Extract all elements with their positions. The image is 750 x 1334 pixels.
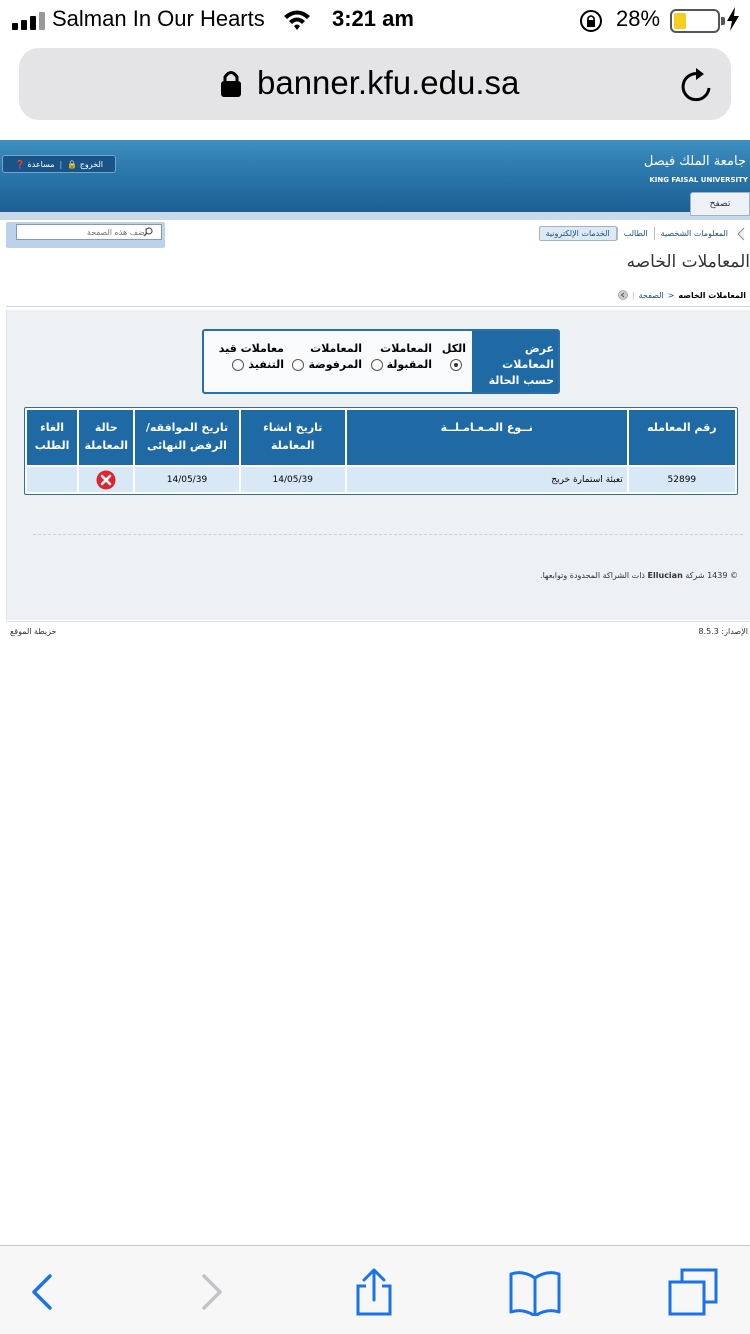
- forward-icon[interactable]: [186, 1268, 234, 1316]
- filter-option-accepted[interactable]: المعاملات المقبولة: [371, 341, 432, 373]
- table-header-row: [27, 410, 735, 465]
- breadcrumb-home[interactable]: الصفحة: [638, 290, 664, 300]
- site-header: [0, 140, 750, 212]
- help-icon: ❓: [14, 159, 25, 169]
- transactions-table: [24, 407, 738, 495]
- battery-percent: 28%: [616, 6, 661, 31]
- tab-personal-info[interactable]: المعلومات الشخصية: [654, 227, 734, 240]
- status-filter: [202, 329, 560, 394]
- col-header-created: تاريخ انشاء المعاملة: [241, 410, 345, 465]
- footer-divider: [6, 621, 750, 622]
- web-page: [0, 140, 750, 1245]
- filter-label: عرض المعاملات حسب الحالة: [472, 331, 558, 392]
- share-icon[interactable]: [350, 1268, 398, 1316]
- header-subbar: [0, 212, 750, 220]
- filter-option-all[interactable]: الكل: [442, 341, 466, 373]
- battery-icon: [670, 9, 720, 33]
- rejected-x-icon[interactable]: [96, 470, 116, 490]
- wifi-icon: [282, 8, 312, 32]
- exit-link[interactable]: 🔒 الخروج: [67, 159, 104, 169]
- main-tabs: [539, 226, 746, 241]
- bookmarks-icon[interactable]: [508, 1268, 562, 1316]
- radio-in-progress[interactable]: [232, 359, 244, 371]
- cell-type: تعبئة استمارة خريج: [347, 467, 627, 492]
- browser-toolbar: [0, 1245, 750, 1334]
- carrier-name: Salman In Our Hearts: [52, 6, 265, 31]
- sitemap-link[interactable]: خريطة الموقع: [10, 627, 57, 636]
- copyright: © 1439 شركة Ellucian ذات الشراكة المحدودة وتوابعها.: [540, 571, 738, 580]
- help-link[interactable]: ❓ مساعدة: [14, 159, 55, 169]
- browse-button[interactable]: تصفح: [690, 192, 750, 216]
- add-page-input[interactable]: [16, 224, 162, 240]
- col-header-cancel: الغاء الطلب: [27, 410, 77, 465]
- radio-accepted[interactable]: [371, 359, 383, 371]
- university-name-en: KING FAISAL UNIVERSITY: [649, 176, 748, 184]
- search-icon: [143, 227, 153, 237]
- breadcrumb-home-icon: [618, 290, 628, 300]
- page-title: المعاملات الخاصه: [626, 252, 750, 272]
- breadcrumb: | الصفحة > المعاملات الخاصه: [618, 290, 746, 300]
- reload-icon[interactable]: [679, 66, 715, 104]
- breadcrumb-separator: >: [667, 290, 675, 300]
- secure-lock-icon: [219, 68, 243, 98]
- col-header-status: حالة المعاملة: [79, 410, 133, 465]
- main-content: [6, 310, 750, 620]
- radio-rejected[interactable]: [292, 359, 304, 371]
- battery-fill: [674, 13, 686, 29]
- filter-option-in-progress[interactable]: معاملات قيد التنفيذ: [218, 342, 284, 371]
- cell-cancel: [27, 467, 77, 492]
- tabs-icon[interactable]: [668, 1268, 720, 1316]
- status-bar: [0, 0, 750, 42]
- clock: 3:21 am: [332, 6, 414, 31]
- university-name-ar: جامعة الملك فيصل: [643, 154, 746, 169]
- col-header-final-date: تاريخ الموافقه/ الرفض النهائى: [135, 410, 238, 465]
- tab-e-services[interactable]: الخدمات الإلكترونية: [539, 226, 617, 241]
- release-version: الإصدار: 8.5.3: [698, 627, 748, 636]
- col-header-type: نــوع المـعـامـلــة: [347, 410, 627, 465]
- charging-bolt-icon: [726, 6, 740, 32]
- col-header-number: رقم المعامله: [629, 410, 735, 465]
- cellular-signal-icon: [12, 12, 46, 30]
- back-icon[interactable]: [20, 1268, 68, 1316]
- filter-option-rejected[interactable]: المعاملات المرفوضة: [292, 341, 362, 373]
- table-row: [27, 467, 735, 492]
- cell-number: 52899: [629, 467, 735, 492]
- breadcrumb-current: المعاملات الخاصه: [678, 290, 746, 300]
- address-bar[interactable]: [19, 48, 731, 120]
- cell-status: [79, 467, 133, 492]
- tabs-scroll-arrow-icon[interactable]: [736, 227, 746, 241]
- tab-student[interactable]: الطالب: [617, 227, 654, 240]
- radio-all[interactable]: [450, 359, 462, 371]
- url-text[interactable]: banner.kfu.edu.sa: [257, 64, 520, 101]
- cell-final-date: 14/05/39: [135, 467, 238, 492]
- dashed-separator: [33, 534, 743, 535]
- lock-icon: 🔒: [67, 159, 78, 169]
- divider: [6, 306, 750, 307]
- page-search: [6, 222, 165, 248]
- top-links: ❓ مساعدة | 🔒 الخروج: [2, 155, 116, 173]
- rotation-lock-icon: [578, 8, 604, 34]
- cell-created: 14/05/39: [241, 467, 345, 492]
